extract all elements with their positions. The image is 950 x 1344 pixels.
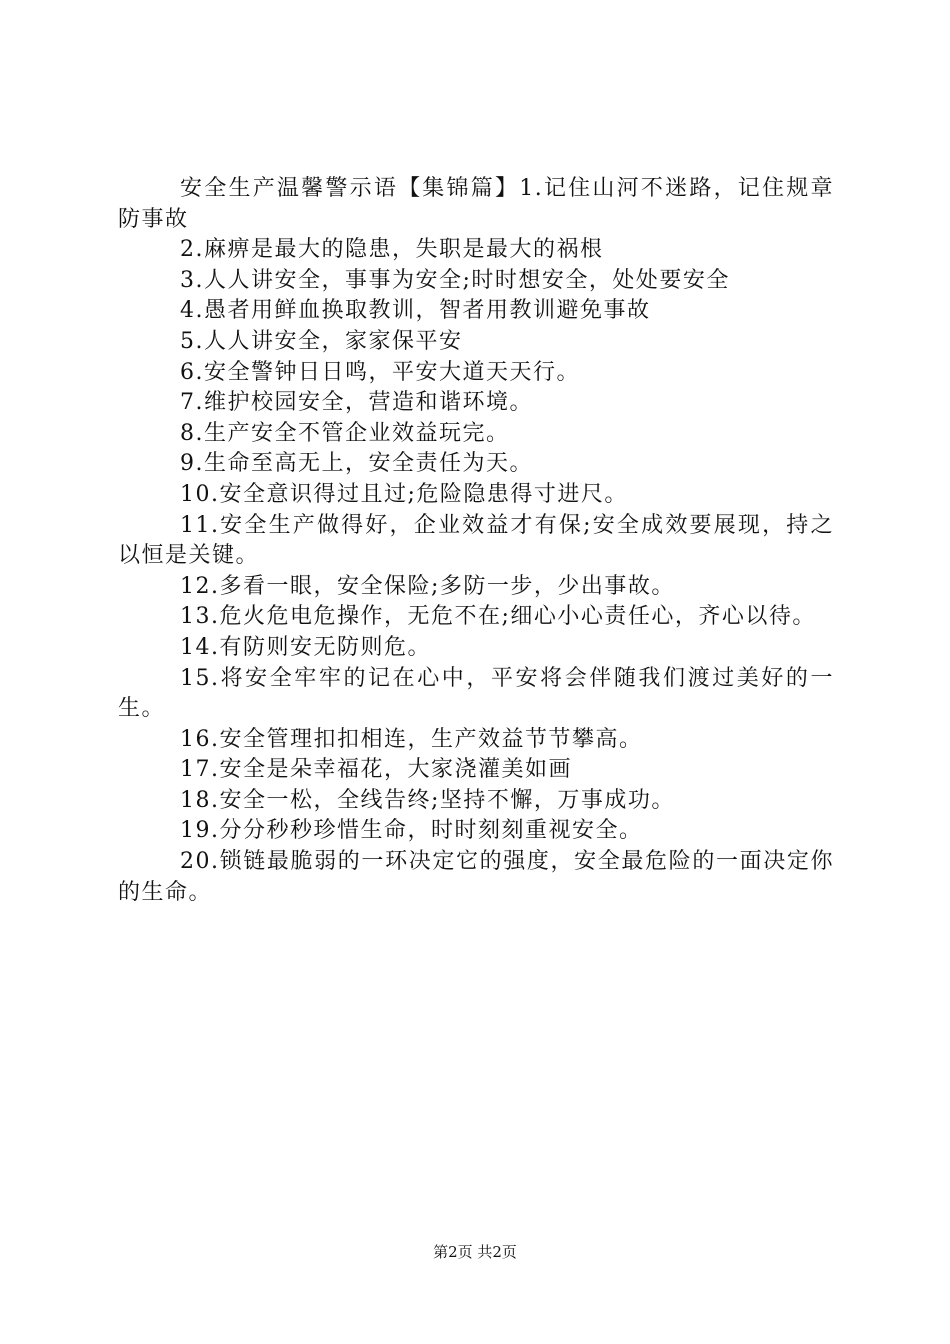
paragraph-1: 安全生产温馨警示语【集锦篇】1.记住山河不迷路，记住规章防事故 <box>118 176 834 232</box>
paragraph-18: 18.安全一松，全线告终;坚持不懈，万事成功。 <box>180 787 675 813</box>
paragraph-3: 3.人人讲安全，事事为安全;时时想安全，处处要安全 <box>180 267 730 293</box>
paragraph-11: 11.安全生产做得好，企业效益才有保;安全成效要展现，持之以恒是关键。 <box>118 512 834 569</box>
paragraph-7: 7.维护校园安全，营造和谐环境。 <box>180 390 533 416</box>
paragraph-16: 16.安全管理扣扣相连，生产效益节节攀高。 <box>180 726 643 752</box>
paragraph-20: 20.锁链最脆弱的一环决定它的强度，安全最危险的一面决定你的生命。 <box>118 849 834 905</box>
paragraph-9: 9.生命至高无上，安全责任为天。 <box>180 451 533 477</box>
paragraph-6: 6.安全警钟日日鸣，平安大道天天行。 <box>180 359 580 385</box>
paragraph-12: 12.多看一眼，安全保险;多防一步，少出事故。 <box>180 573 675 599</box>
paragraph-14: 14.有防则安无防则危。 <box>180 634 431 660</box>
paragraph-15: 15.将安全牢牢的记在心中，平安将会伴随我们渡过美好的一生。 <box>118 665 834 722</box>
page-number-footer: 第2页 共2页 <box>433 1243 517 1261</box>
paragraph-17: 17.安全是朵幸福花，大家浇灌美如画 <box>180 757 572 783</box>
paragraph-4: 4.愚者用鲜血换取教训，智者用教训避免事故 <box>180 298 651 324</box>
paragraph-2: 2.麻痹是最大的隐患，失职是最大的祸根 <box>180 237 604 263</box>
paragraph-13: 13.危火危电危操作，无危不在;细心小心责任心，齐心以待。 <box>180 604 816 630</box>
paragraph-10: 10.安全意识得过且过;危险隐患得寸进尺。 <box>180 481 628 507</box>
paragraph-19: 19.分分秒秒珍惜生命，时时刻刻重视安全。 <box>180 818 643 844</box>
paragraph-8: 8.生产安全不管企业效益玩完。 <box>180 420 510 446</box>
document-body <box>118 174 834 908</box>
paragraph-5: 5.人人讲安全，家家保平安 <box>180 328 463 354</box>
